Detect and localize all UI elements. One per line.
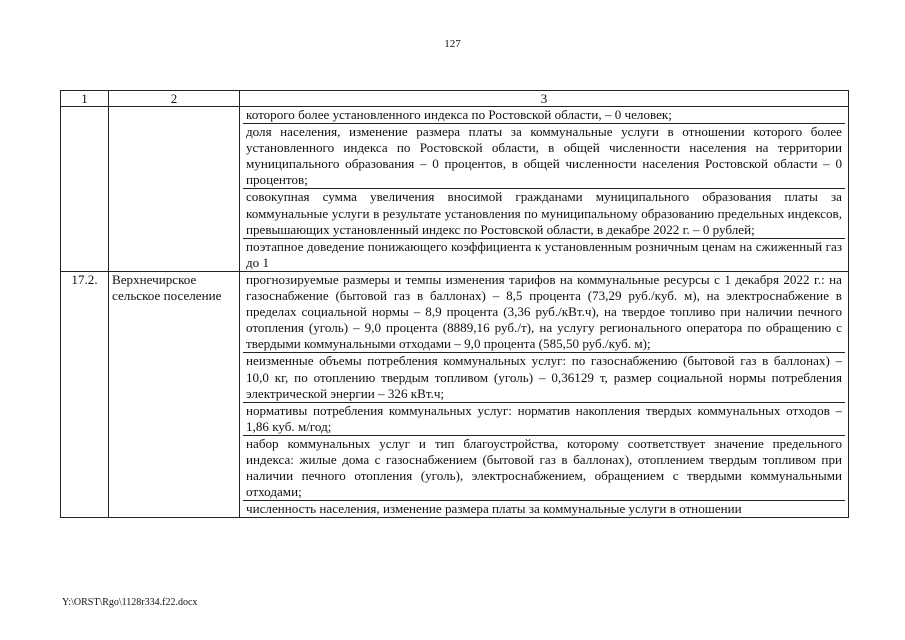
content-paragraph: прогнозируемые размеры и темпы изменения тарифов на коммунальные ресурсы с 1 декабря 2022 г.: на газоснабжение (бытовой газ в баллонах) – 8,5 процента (73,29 руб./куб. м), на электроснабжение в пределах социальной нормы – 8,9 процента (3,36 руб./кВт.ч), на твердое топливо при наличии печного отопления (уголь) – 9,0 процента (8889,16 руб./т), на услугу регионального оператора по обращению с твердыми коммунальными отходами – 9,0 процента (585,50 руб./куб. м);: [246, 271, 842, 352]
content-paragraph: которого более установленного индекса по Ростовской области, – 0 человек;: [246, 107, 672, 122]
file-path-footer: Y:\ORST\Rgo\1128r334.f22.docx: [62, 597, 198, 608]
content-paragraph: численность населения, изменение размера платы за коммунальные услуги в отношении: [243, 500, 845, 517]
row-number: [61, 107, 109, 272]
content-paragraph: нормативы потребления коммунальных услуг: норматив накопления твердых коммунальных отходов – 1,86 куб. м/год;: [243, 402, 845, 435]
table-row: [61, 107, 849, 272]
column-header-2: 2: [109, 91, 240, 107]
tariff-table: [60, 90, 849, 518]
column-header-3: 3: [240, 91, 849, 107]
content-paragraph: неизменные объемы потребления коммунальных услуг: по газоснабжению (бытовой газ в баллонах) – 10,0 кг, по отоплению твердым топливом (уголь) – 0,36129 т, размер социальной нормы потребления электрической энергии – 326 кВт.ч;: [243, 352, 845, 401]
municipality-name: [109, 107, 240, 272]
row-number: 17.2.: [61, 271, 109, 517]
table-header-row: [61, 91, 849, 107]
table-row: [61, 271, 849, 517]
row-content: [240, 271, 849, 517]
page-number: 127: [444, 38, 461, 50]
column-header-1: 1: [61, 91, 109, 107]
municipality-name: Верхнечирское сельское поселение: [109, 271, 240, 517]
row-content: [240, 107, 849, 272]
content-paragraph: доля населения, изменение размера платы за коммунальные услуги в отношении которого более установленного индекса по Ростовской области, в общей численности населения на территории муниципального образования – 0 процентов, в общей численности населения Ростовской области – 0 процентов;: [243, 123, 845, 188]
content-paragraph: набор коммунальных услуг и тип благоустройства, которому соответствует значение предельного индекса: жилые дома с газоснабжением (бытовой газ в баллонах), отоплением твердым топливом при наличии печного отопления (уголь), электроснабжением, обращением с твердыми коммунальными отходами;: [243, 435, 845, 500]
content-paragraph: поэтапное доведение понижающего коэффициента к установленным розничным ценам на сжиженный газ до 1: [243, 238, 845, 271]
content-paragraph: совокупная сумма увеличения вносимой гражданами муниципального образования платы за коммунальные услуги в результате установления по муниципальному образованию предельных индексов, превышающих установленный индекс по Ростовской области, в декабре 2022 г. – 0 рублей;: [243, 188, 845, 237]
